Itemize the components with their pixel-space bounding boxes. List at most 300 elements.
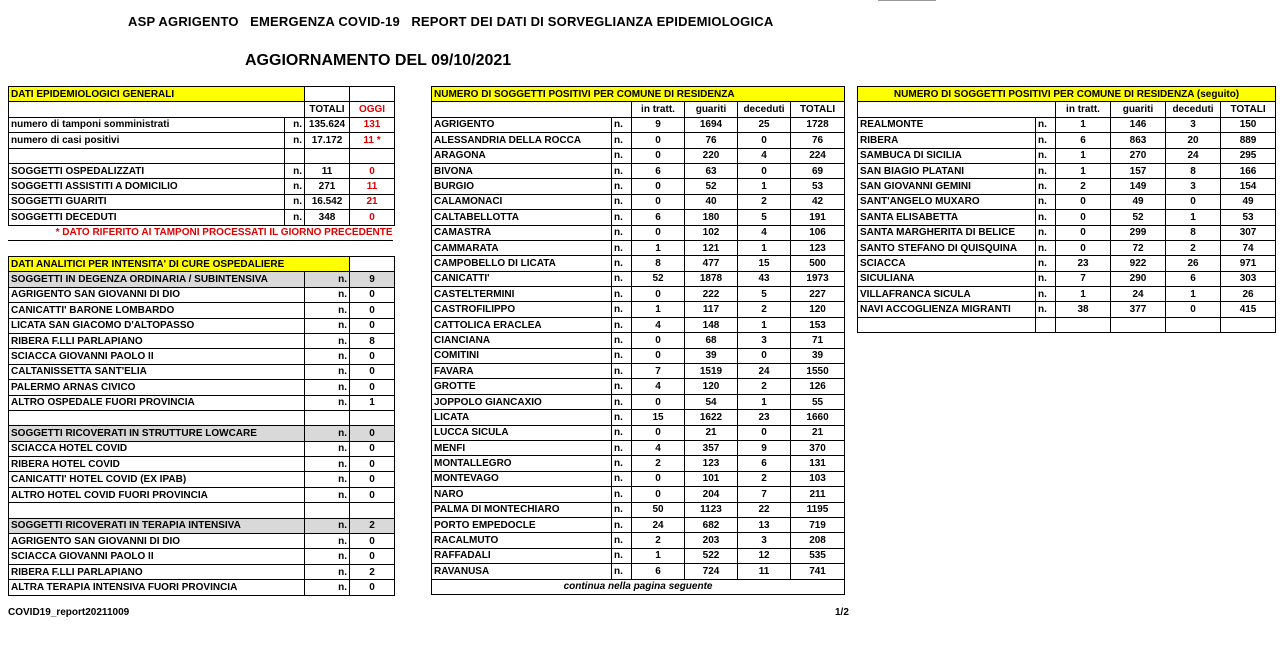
in-trattamento: 0 [632,148,685,163]
row-label: SCIACCA GIOVANNI PAOLO II [9,349,305,364]
row-total: 135.624 [305,117,350,132]
row-n: n. [285,210,305,225]
row-label: SOGGETTI IN DEGENZA ORDINARIA / SUBINTENSIVA [9,272,305,287]
row-value: 1 [350,395,395,410]
hospital-data-row [9,457,395,472]
row-n: n. [612,333,632,348]
comune-row [432,410,845,425]
report-title: ASP AGRIGENTO EMERGENZA COVID-19 REPORT DEI DATI DI SORVEGLIANZA EPIDEMIOLOGICA [128,14,774,29]
totali: 719 [791,517,845,532]
comune-row [432,348,845,363]
deceduti: 0 [738,348,791,363]
deceduti: 8 [1166,225,1221,240]
totali: 971 [1221,256,1276,271]
hospital-data-row [9,410,395,425]
totali: 71 [791,333,845,348]
row-n: n. [305,472,350,487]
deceduti: 9 [738,440,791,455]
update-date-title: AGGIORNAMENTO DEL 09/10/2021 [245,52,512,69]
comune-name: RAFFADALI [432,548,612,563]
deceduti: 20 [1166,133,1221,148]
guariti: 21 [685,425,738,440]
general-title: DATI EPIDEMIOLOGICI GENERALI [9,87,305,102]
guariti: 1878 [685,271,738,286]
row-n: n. [612,348,632,363]
comune-name: BURGIO [432,179,612,194]
guariti: 63 [685,163,738,178]
guariti: 123 [685,456,738,471]
row-value: 0 [350,303,395,318]
deceduti: 4 [738,148,791,163]
row-value: 0 [350,441,395,456]
in-trattamento: 0 [632,179,685,194]
col-oggi-header: OGGI [350,102,395,117]
totali: 370 [791,440,845,455]
row-n [305,410,350,425]
guariti: 180 [685,210,738,225]
deceduti: 24 [1166,148,1221,163]
general-note-row [9,225,395,240]
totali: 211 [791,487,845,502]
deceduti: 3 [1166,179,1221,194]
row-label: RIBERA F.LLI PARLAPIANO [9,333,305,348]
row-label [9,503,305,518]
top-edge-mark [878,0,936,1]
comuni2-title: NUMERO DI SOGGETTI POSITIVI PER COMUNE DI RESIDENZA (seguito) [858,87,1276,102]
row-n: n. [305,349,350,364]
guariti: 52 [1111,210,1166,225]
totali: 153 [791,317,845,332]
deceduti: 1 [738,394,791,409]
guariti: 220 [685,148,738,163]
row-today: 131 [350,117,395,132]
totali: 42 [791,194,845,209]
row-n: n. [612,240,632,255]
comune-name: CALAMONACI [432,194,612,209]
row-n: n. [612,456,632,471]
in-trattamento: 38 [1056,302,1111,317]
totali: 123 [791,240,845,255]
comune-row [432,533,845,548]
totali: 21 [791,425,845,440]
totali: 1195 [791,502,845,517]
row-n: n. [305,426,350,441]
row-n: n. [305,318,350,333]
row-n: n. [305,364,350,379]
comune-row [432,210,845,225]
guariti: 54 [685,394,738,409]
in-trattamento: 0 [632,194,685,209]
row-value: 0 [350,426,395,441]
in-trattamento: 4 [632,379,685,394]
in-trattamento: 2 [1056,179,1111,194]
row-n: n. [305,487,350,502]
comune-name: GROTTE [432,379,612,394]
deceduti: 0 [738,133,791,148]
row-value: 8 [350,333,395,348]
in-trattamento: 0 [632,394,685,409]
hospital-data-row [9,534,395,549]
row-label: PALERMO ARNAS CIVICO [9,380,305,395]
row-n: n. [612,117,632,132]
general-data-row [9,210,395,225]
general-data-row [9,148,395,163]
comune-name: BIVONA [432,163,612,178]
general-data-row [9,194,395,209]
hospital-data-row [9,364,395,379]
row-label: RIBERA F.LLI PARLAPIANO [9,564,305,579]
guariti: 146 [1111,117,1166,132]
row-n: n. [612,379,632,394]
in-trattamento: 15 [632,410,685,425]
totali: 26 [1221,287,1276,302]
comune-name [858,317,1036,332]
guariti: 39 [685,348,738,363]
totali: 303 [1221,271,1276,286]
comune-name: CASTROFILIPPO [432,302,612,317]
in-trattamento: 6 [1056,133,1111,148]
comune-row [432,179,845,194]
row-total: 271 [305,179,350,194]
empty-cell [858,102,1056,117]
row-n: n. [285,194,305,209]
comune-row [432,502,845,517]
col-header: guariti [1111,102,1166,117]
row-value: 0 [350,287,395,302]
row-n: n. [1036,117,1056,132]
comuni2-title-row [858,87,1276,102]
comune-row [432,271,845,286]
in-trattamento: 0 [632,471,685,486]
continua-row [432,579,845,594]
row-n: n. [1036,287,1056,302]
hospital-data-row [9,303,395,318]
row-n: n. [285,179,305,194]
general-data-row [9,163,395,178]
comuni1-title-row [432,87,845,102]
row-n: n. [612,364,632,379]
in-trattamento: 1 [1056,148,1111,163]
in-trattamento: 2 [632,456,685,471]
comune-row [432,517,845,532]
guariti: 203 [685,533,738,548]
row-n: n. [612,471,632,486]
row-n: n. [305,380,350,395]
totali: 415 [1221,302,1276,317]
row-n: n. [612,502,632,517]
empty-cell [350,87,395,102]
comune-row [858,225,1276,240]
comune-name: FAVARA [432,364,612,379]
deceduti: 11 [738,564,791,579]
hospital-data-row [9,318,395,333]
in-trattamento: 6 [632,564,685,579]
totali: 224 [791,148,845,163]
row-n: n. [612,148,632,163]
row-n: n. [305,534,350,549]
empty-cell [9,102,305,117]
deceduti: 0 [1166,194,1221,209]
totali: 69 [791,163,845,178]
in-trattamento: 0 [632,348,685,363]
row-total: 16.542 [305,194,350,209]
in-trattamento: 0 [632,425,685,440]
comune-row [858,210,1276,225]
row-n: n. [305,333,350,348]
guariti: 357 [685,440,738,455]
comune-name: COMITINI [432,348,612,363]
col-header: in tratt. [632,102,685,117]
comune-row [432,256,845,271]
deceduti [1166,317,1221,332]
row-label: SOGGETTI GUARITI [9,194,285,209]
in-trattamento: 0 [1056,210,1111,225]
comune-name: CIANCIANA [432,333,612,348]
in-trattamento: 0 [632,287,685,302]
row-label: SOGGETTI DECEDUTI [9,210,285,225]
in-trattamento: 6 [632,210,685,225]
row-n: n. [612,271,632,286]
totali: 55 [791,394,845,409]
row-n: n. [612,394,632,409]
row-n: n. [612,133,632,148]
deceduti: 4 [738,225,791,240]
comune-row [432,333,845,348]
totali: 1973 [791,271,845,286]
totali: 535 [791,548,845,563]
general-data-row [9,117,395,132]
comune-row [432,564,845,579]
deceduti: 2 [738,194,791,209]
totali: 208 [791,533,845,548]
guariti: 52 [685,179,738,194]
guariti: 1694 [685,117,738,132]
hospital-data-row [9,441,395,456]
col-header: TOTALI [1221,102,1276,117]
guariti: 477 [685,256,738,271]
in-trattamento: 0 [632,487,685,502]
comune-row [858,163,1276,178]
row-value: 0 [350,549,395,564]
guariti: 682 [685,517,738,532]
row-n: n. [1036,210,1056,225]
col-header: TOTALI [791,102,845,117]
totali: 166 [1221,163,1276,178]
row-n: n. [612,533,632,548]
totali: 74 [1221,240,1276,255]
comune-name: RIBERA [858,133,1036,148]
row-n: n. [1036,148,1056,163]
deceduti: 7 [738,487,791,502]
deceduti: 25 [738,117,791,132]
deceduti: 3 [738,533,791,548]
in-trattamento: 50 [632,502,685,517]
row-n [1036,317,1056,332]
totali: 1550 [791,364,845,379]
guariti: 40 [685,194,738,209]
guariti: 157 [1111,163,1166,178]
hospital-group-row [9,426,395,441]
totali: 39 [791,348,845,363]
row-label: ALTRA TERAPIA INTENSIVA FUORI PROVINCIA [9,580,305,595]
row-n: n. [305,287,350,302]
totali: 76 [791,133,845,148]
row-n: n. [1036,225,1056,240]
row-n: n. [612,317,632,332]
totali: 53 [791,179,845,194]
row-n: n. [612,410,632,425]
comune-row [858,287,1276,302]
guariti: 149 [1111,179,1166,194]
guariti: 120 [685,379,738,394]
comune-row [432,548,845,563]
guariti [1111,317,1166,332]
guariti: 290 [1111,271,1166,286]
row-n: n. [305,303,350,318]
hospital-data-row [9,333,395,348]
in-trattamento: 1 [1056,163,1111,178]
totali: 295 [1221,148,1276,163]
comune-name: MONTALLEGRO [432,456,612,471]
row-today: 0 [350,210,395,225]
deceduti: 0 [1166,302,1221,317]
deceduti: 0 [738,163,791,178]
row-today: 21 [350,194,395,209]
guariti: 68 [685,333,738,348]
row-n: n. [305,564,350,579]
comune-row [432,425,845,440]
comune-name: NARO [432,487,612,502]
row-n: n. [612,548,632,563]
guariti: 1123 [685,502,738,517]
totali: 154 [1221,179,1276,194]
comune-row [432,471,845,486]
row-label: ALTRO HOTEL COVID FUORI PROVINCIA [9,487,305,502]
comuni2-header-row [858,102,1276,117]
hospital-data-row [9,564,395,579]
row-value [350,503,395,518]
general-data-table [8,86,395,240]
comune-row [858,256,1276,271]
row-n: n. [612,302,632,317]
comune-row [858,117,1276,132]
row-label: SOGGETTI RICOVERATI IN STRUTTURE LOWCARE [9,426,305,441]
row-value: 0 [350,318,395,333]
comune-name: RACALMUTO [432,533,612,548]
hospital-data-row [9,395,395,410]
comune-row [432,240,845,255]
comune-name: CAMASTRA [432,225,612,240]
totali: 1660 [791,410,845,425]
comune-name: SICULIANA [858,271,1036,286]
guariti: 922 [1111,256,1166,271]
comune-name: LICATA [432,410,612,425]
row-label: SOGGETTI RICOVERATI IN TERAPIA INTENSIVA [9,518,305,533]
deceduti: 12 [738,548,791,563]
row-n: n. [1036,194,1056,209]
deceduti: 6 [1166,271,1221,286]
comune-row [432,287,845,302]
row-n: n. [612,179,632,194]
row-today: 11 [350,179,395,194]
deceduti: 2 [738,379,791,394]
section-divider [8,240,393,241]
row-value: 0 [350,487,395,502]
hospital-care-table [8,256,395,596]
hospital-data-row [9,503,395,518]
comune-name: LUCCA SICULA [432,425,612,440]
col-header: deceduti [738,102,791,117]
row-n: n. [305,457,350,472]
comune-name: VILLAFRANCA SICULA [858,287,1036,302]
totali: 103 [791,471,845,486]
comune-row [432,379,845,394]
in-trattamento: 4 [632,317,685,332]
hospital-data-row [9,580,395,595]
deceduti: 1 [1166,287,1221,302]
empty-cell [350,257,395,272]
row-n [305,503,350,518]
guariti: 76 [685,133,738,148]
general-data-row [9,133,395,148]
comune-name: CALTABELLOTTA [432,210,612,225]
row-n: n. [612,487,632,502]
guariti: 121 [685,240,738,255]
guariti: 724 [685,564,738,579]
guariti: 117 [685,302,738,317]
comune-name: CATTOLICA ERACLEA [432,317,612,332]
deceduti: 23 [738,410,791,425]
general-header-row [9,102,395,117]
totali: 126 [791,379,845,394]
guariti: 102 [685,225,738,240]
totali: 1728 [791,117,845,132]
guariti: 522 [685,548,738,563]
guariti: 270 [1111,148,1166,163]
comune-row [858,240,1276,255]
totali: 131 [791,456,845,471]
row-today: 11 * [350,133,395,148]
row-total [305,148,350,163]
hospital-data-row [9,349,395,364]
row-n: n. [285,163,305,178]
comuni1-header-row [432,102,845,117]
comune-name: PALMA DI MONTECHIARO [432,502,612,517]
totali: 227 [791,287,845,302]
deceduti: 24 [738,364,791,379]
row-value: 0 [350,364,395,379]
row-total: 17.172 [305,133,350,148]
in-trattamento: 4 [632,440,685,455]
comune-row [432,133,845,148]
comune-name: SAN GIOVANNI GEMINI [858,179,1036,194]
comune-name: AGRIGENTO [432,117,612,132]
deceduti: 1 [738,179,791,194]
row-label: CANICATTI' BARONE LOMBARDO [9,303,305,318]
row-n: n. [612,287,632,302]
row-n: n. [612,194,632,209]
deceduti: 5 [738,210,791,225]
row-value: 0 [350,457,395,472]
deceduti: 15 [738,256,791,271]
row-label [9,148,285,163]
row-n: n. [305,580,350,595]
row-n: n. [1036,240,1056,255]
comune-row [432,317,845,332]
row-n: n. [612,517,632,532]
empty-cell [305,87,350,102]
guariti: 24 [1111,287,1166,302]
